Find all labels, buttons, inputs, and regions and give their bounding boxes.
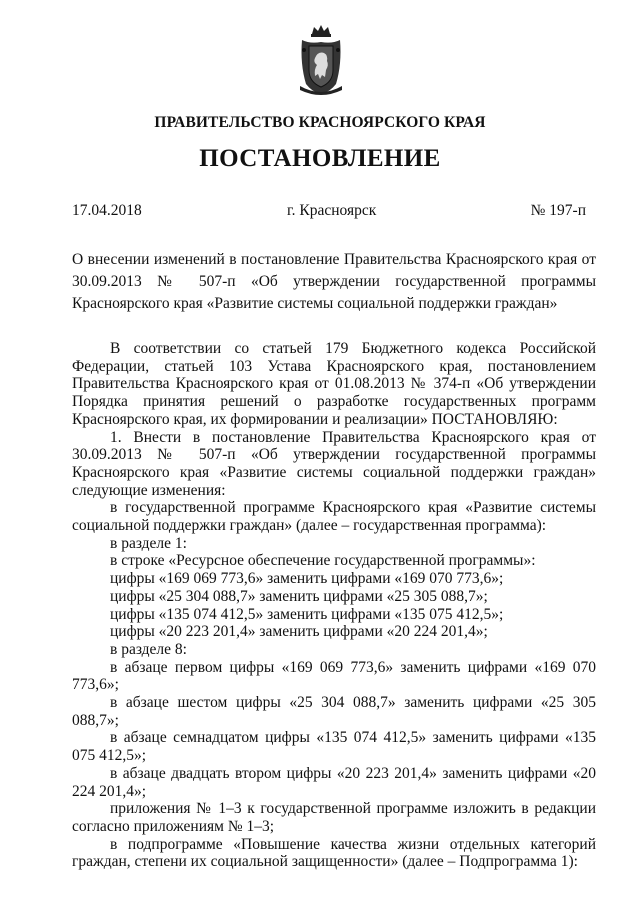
document-number: № 197-п: [530, 202, 586, 219]
paragraph: цифры «25 304 088,7» заменить цифрами «25 305 088,7»;: [110, 587, 488, 605]
paragraph: в разделе 1:: [110, 534, 187, 552]
paragraph: 1. Внести в постановление Правительства Красноярского края от 30.09.2013 № 507-п «Об утверждении государственной программы Красноярского края «Развитие системы социальной поддержки граждан» следующие изменения:: [72, 428, 596, 499]
paragraph: в абзаце первом цифры «169 069 773,6» заменить цифрами «169 070 773,6»;: [72, 658, 596, 694]
paragraph: в абзаце шестом цифры «25 304 088,7» заменить цифрами «25 305 088,7»;: [72, 694, 596, 729]
document-date: 17.04.2018: [72, 202, 142, 219]
paragraph: в разделе 8:: [110, 640, 187, 658]
krasnoyarsk-coat-of-arms-icon: [298, 24, 344, 96]
paragraph: цифры «135 074 412,5» заменить цифрами «135 075 412,5»;: [110, 605, 504, 623]
paragraph: цифры «20 223 201,4» заменить цифрами «20 224 201,4»;: [110, 623, 488, 641]
organization-name: ПРАВИТЕЛЬСТВО КРАСНОЯРСКОГО КРАЯ: [154, 114, 486, 131]
paragraph: в государственной программе Красноярского края «Развитие системы социальной поддержки граждан» (далее – государственная программа):: [72, 499, 596, 535]
paragraph: в подпрограмме «Повышение качества жизни отдельных категорий граждан, степени их социальной защищенности» (далее – Подпрограмма 1):: [72, 835, 596, 871]
preamble-paragraph: В соответствии со статьей 179 Бюджетного кодекса Российской Федерации, статьей 103 Устава Красноярского края, постановлением Правительства Красноярского края от 01.08.2013 № 374-п «Об утверждении Порядка принятия решений о разработке государственных программ Красноярского края, их формировании и реализации» ПОСТАНОВЛЯЮ:: [72, 340, 596, 428]
paragraph: приложения № 1–3 к государственной программе изложить в редакции согласно приложениям № 1–3;: [72, 800, 596, 835]
document-body: [72, 340, 596, 871]
paragraph: в строке «Ресурсное обеспечение государственной программы»:: [110, 552, 536, 570]
paragraph: в абзаце семнадцатом цифры «135 074 412,5» заменить цифрами «135 075 412,5»;: [72, 729, 596, 765]
paragraph: цифры «169 069 773,6» заменить цифрами «169 070 773,6»;: [110, 570, 504, 588]
paragraph: в абзаце двадцать втором цифры «20 223 201,4» заменить цифрами «20 224 201,4»;: [72, 764, 596, 800]
document-type: ПОСТАНОВЛЕНИЕ: [199, 145, 441, 172]
document-city: г. Красноярск: [287, 202, 377, 219]
document-title: О внесении изменений в постановление Правительства Красноярского края от 30.09.2013 № 507-п «Об утверждении государственной программы Красноярского края «Развитие системы социальной поддержки граждан»: [72, 251, 596, 312]
